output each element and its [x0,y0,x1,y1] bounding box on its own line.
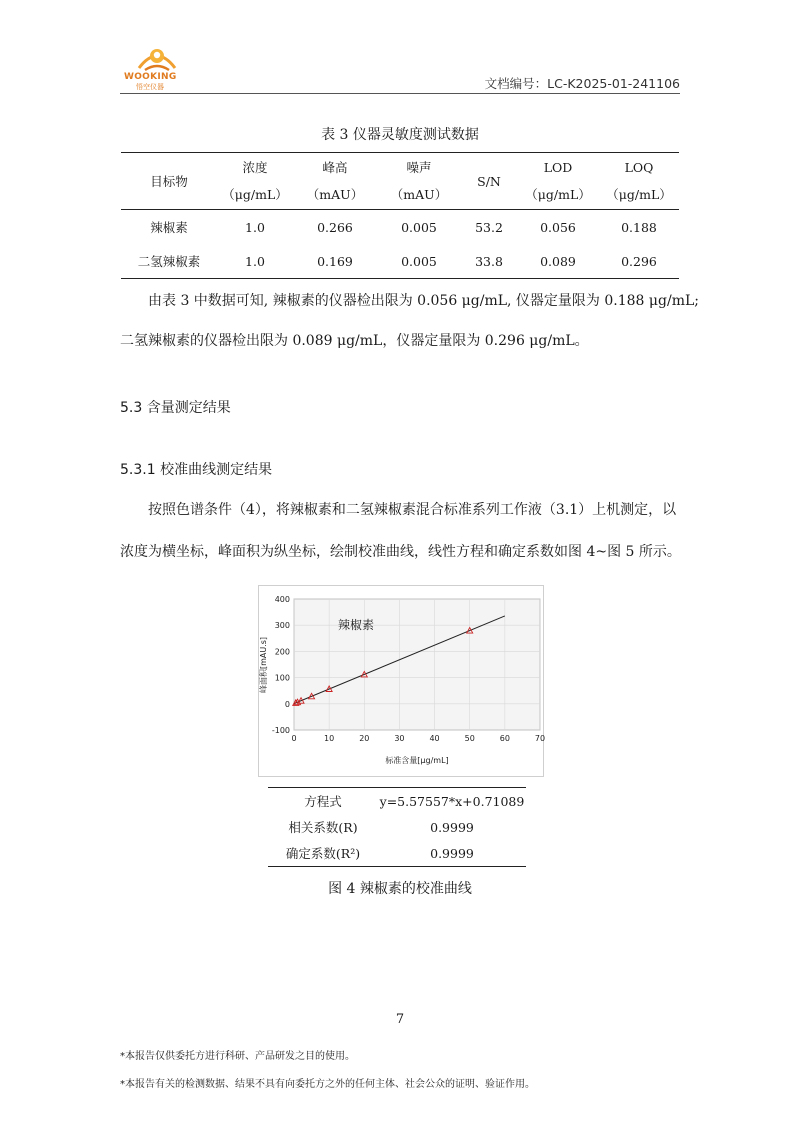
cell-lod: 0.056 [540,219,576,235]
header-noise: 噪声 （mAU） [377,153,461,210]
header-loq: LOQ （μg/mL） [599,153,679,210]
table-row [121,244,679,279]
r2-value: 0.9999 [378,840,526,867]
y-tick-label: 400 [274,595,290,604]
cell-target: 二氢辣椒素 [121,244,217,279]
y-tick-label: 200 [274,647,290,657]
footnote: *本报告仅供委托方进行科研、产品研发之目的使用。 [120,1051,355,1062]
paragraph-line: 浓度为横坐标，峰面积为纵坐标，绘制校准曲线，线性方程和确定系数如图 4~图 5 所示。 [120,544,681,560]
cell-concentration: 1.0 [245,219,265,235]
table-row [121,210,679,245]
table-row [268,814,526,840]
paragraph-line: 由表 3 中数据可知, 辣椒素的仪器检出限为 0.056 μg/mL, 仪器定量限为 0.188 μg/mL; [148,293,699,309]
cell-sn: 53.2 [475,219,503,235]
r-value: 0.9999 [430,819,474,835]
x-tick-label: 10 [324,734,335,743]
cell-loq: 0.188 [621,219,657,235]
x-tick-label: 40 [429,734,440,743]
cell-concentration: 1.0 [217,244,293,279]
section-heading-5-3-1: 5.3.1 校准曲线测定结果 [120,462,273,478]
chart-title: 辣椒素 [338,618,375,632]
equation-table [268,787,526,867]
plot-area [294,599,540,730]
cell-peak-height: 0.266 [317,219,353,235]
table-header-row [121,153,679,210]
paragraph-line: 二氢辣椒素的仪器检出限为 0.089 μg/mL，仪器定量限为 0.296 μg/mL。 [120,333,589,349]
table-row [268,840,526,867]
eq-label: 方程式 [268,788,378,815]
x-axis-label: 标准含量[μg/mL] [385,756,449,765]
figure4-caption: 图 4 辣椒素的校准曲线 [328,881,472,897]
cell-target: 辣椒素 [150,220,188,235]
table-row [268,788,526,815]
cell-sn: 33.8 [461,244,517,279]
r-label: 相关系数(R) [288,820,358,835]
cell-noise: 0.005 [377,244,461,279]
y-tick-label: -100 [271,726,290,735]
header-concentration: 浓度 （μg/mL） [217,153,293,210]
logo-text: WOOKING [124,72,177,82]
cell-lod: 0.089 [517,244,599,279]
y-tick-label: 100 [274,673,290,683]
section-heading-5-3: 5.3 含量测定结果 [120,400,231,416]
document-number: 文档编号：LC-K2025-01-241106 [484,76,680,91]
x-tick-label: 50 [464,734,475,743]
r2-label: 确定系数(R²) [268,840,378,867]
page-number: 7 [395,1012,405,1027]
x-tick-label: 0 [291,734,297,743]
x-tick-label: 70 [534,734,546,743]
header-peak-height: 峰高 （mAU） [293,153,377,210]
paragraph-line: 按照色谱条件（4），将辣椒素和二氢辣椒素混合标准系列工作液（3.1）上机测定，以 [148,502,677,518]
header-divider [120,93,680,94]
sensitivity-table [121,152,679,279]
x-tick-label: 30 [394,734,405,743]
y-tick-label: 0 [284,699,290,709]
header-sn: S/N [461,153,517,210]
eq-value: y=5.57557*x+0.71089 [378,788,526,815]
calibration-chart-svg [258,585,544,777]
table3-caption: 表 3 仪器灵敏度测试数据 [321,127,479,143]
cell-peak-height: 0.169 [293,244,377,279]
calibration-chart [258,585,544,777]
cell-loq: 0.296 [599,244,679,279]
y-tick-label: 300 [274,621,290,631]
logo-subtext: 悟空仪器 [136,83,164,91]
footnote: *本报告有关的检测数据、结果不具有向委托方之外的任何主体、社会公众的证明、验证作用。 [120,1079,535,1090]
header-lod: LOD （μg/mL） [517,153,599,210]
x-tick-label: 20 [359,734,370,743]
cell-noise: 0.005 [401,219,437,235]
header-target: 目标物 [121,153,217,210]
y-axis-label: 峰面积[mAU.s] [259,636,268,694]
x-tick-label: 60 [499,734,510,743]
